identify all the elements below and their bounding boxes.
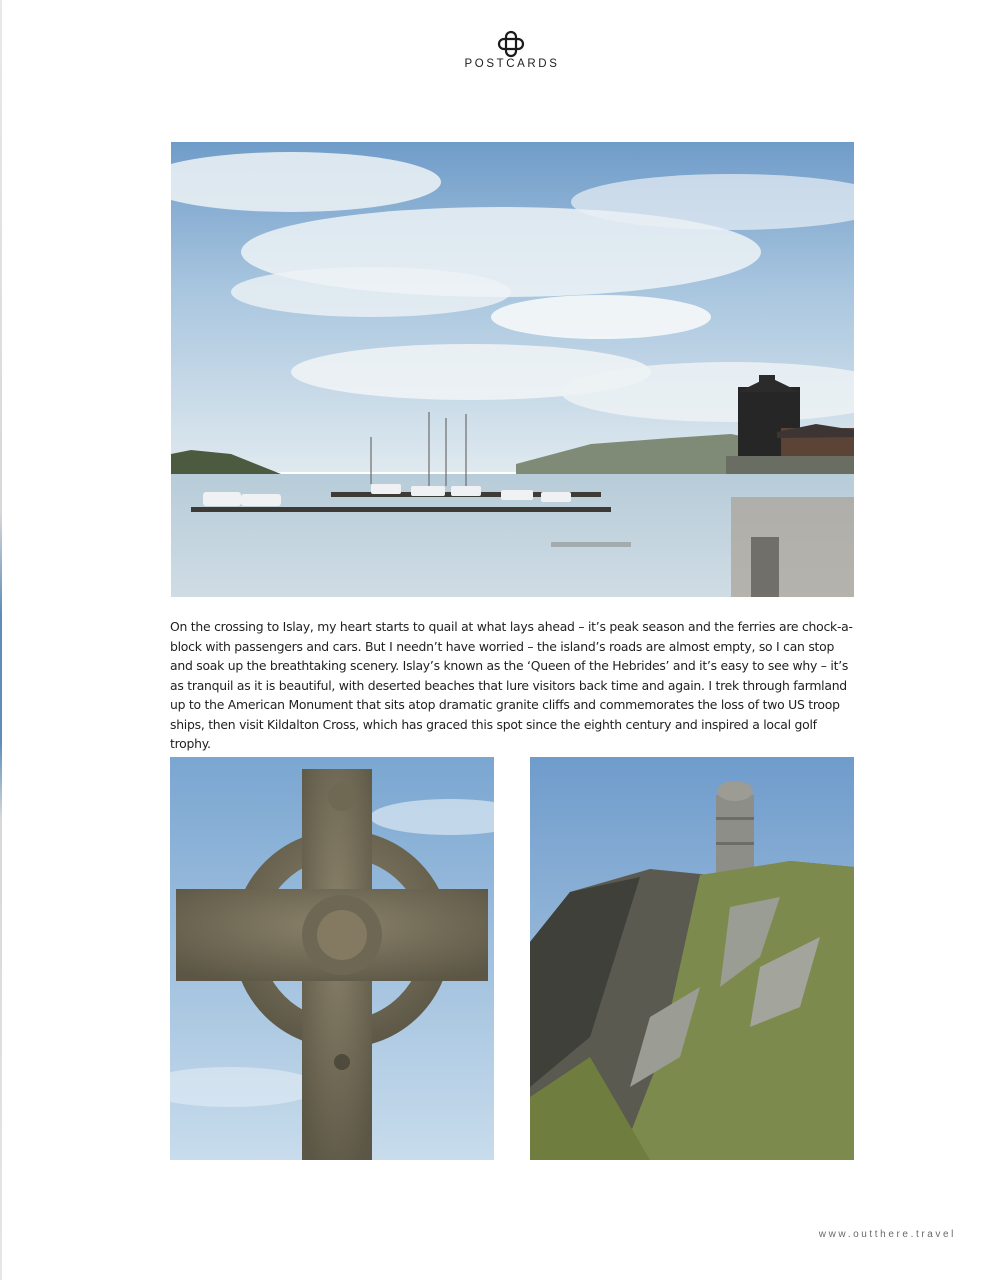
american-monument-photo [530, 757, 854, 1160]
footer-url[interactable]: www.outthere.travel [818, 1229, 956, 1240]
harbour-photo [171, 142, 854, 597]
knot-cross-icon [497, 30, 525, 58]
section-label: POSTCARDS [464, 58, 560, 70]
article-paragraph: On the crossing to Islay, my heart starts to quail at what lays ahead – it’s peak season and the ferries are chock-a-block with passengers and cars. But I needn’t have worried – the island’s roads are almost empty, so I can stop and soak up the breathtaking scenery. Islay’s known as the ‘Queen of the Hebrides’ and it’s easy to see why – it’s as tranquil as it is beautiful, with deserted beaches that lure visitors back time and again. I trek through farmland up to the American Monument that sits atop dramatic granite cliffs and commemorates the loss of two US troop ships, then visit Kildalton Cross, which has graced this spot since the eighth century and inspired a local golf trophy. [170, 619, 853, 751]
page-edge [0, 0, 2, 1280]
celtic-cross-photo [170, 757, 494, 1160]
